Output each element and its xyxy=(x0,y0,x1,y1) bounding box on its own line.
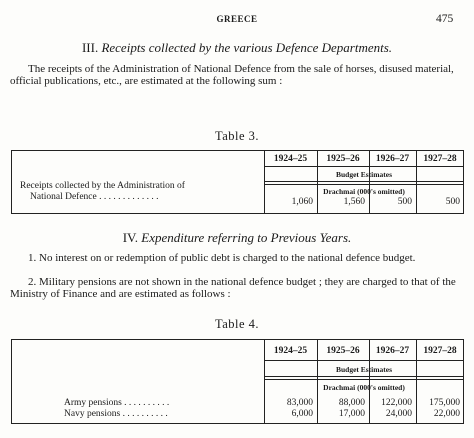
section-3-numeral: III. xyxy=(81,40,99,55)
table-3-subheader: Budget Estimates xyxy=(335,170,393,179)
table-4-navy-1924: 6,000 xyxy=(291,409,313,419)
table-4-row-navy-label: Navy pensions xyxy=(64,409,121,419)
table-3-row-label-line2: National Defence xyxy=(30,192,97,202)
table-3-col-1925: 1925–26 xyxy=(326,154,360,164)
table-4-caption: Table 4. xyxy=(214,317,260,331)
running-header: GREECE xyxy=(216,14,258,24)
table-4-row-army-label: Army pensions xyxy=(64,398,122,408)
table-4-col-1924: 1924–25 xyxy=(273,346,308,356)
table-4 xyxy=(11,339,464,424)
table-3-col-1927: 1927–28 xyxy=(423,154,457,164)
table-4-navy-1925: 17,000 xyxy=(338,409,365,419)
table-3-unit: Drachmai (000's omitted) xyxy=(323,187,405,196)
table-4-army-1927: 175,000 xyxy=(429,398,460,408)
table-4-col-1925: 1925–26 xyxy=(326,346,360,356)
table-4-navy-1926: 24,000 xyxy=(385,409,412,419)
table-4-army-1925: 88,000 xyxy=(338,398,365,408)
section-4-item-1: 1. No interest on or redemption of public debt is charged to the national defence budget. xyxy=(28,252,416,264)
section-4-numeral: IV. xyxy=(122,230,138,245)
table-3 xyxy=(11,150,464,214)
table-3-value-1926: 500 xyxy=(397,197,412,207)
page-number: 475 xyxy=(436,13,454,25)
table-4-subheader: Budget Estimates xyxy=(335,365,393,374)
table-3-value-1924: 1,060 xyxy=(291,197,313,207)
section-3-title: Receipts collected by the various Defence Departments. xyxy=(101,40,393,55)
section-3-paragraph: The receipts of the Administration of National Defence from the sale of horses, disused material, official publications, etc., are estimated at the following sum : xyxy=(10,63,454,87)
table-3-col-1926: 1926–27 xyxy=(375,154,410,164)
table-4-army-1924: 83,000 xyxy=(286,398,313,408)
table-4-army-1926: 122,000 xyxy=(381,398,412,408)
table-3-caption: Table 3. xyxy=(214,129,260,143)
table-3-row-label: Receipts collected by the Administration of National Defence . . . . . . . . . . . . . xyxy=(20,181,260,203)
table-4-col-1926: 1926–27 xyxy=(375,346,410,356)
table-4-navy-1927: 22,000 xyxy=(433,409,460,419)
table-3-value-1927: 500 xyxy=(445,197,460,207)
table-4-row-navy: Navy pensions . . . . . . . . . . xyxy=(64,409,168,419)
table-3-value-1925: 1,560 xyxy=(343,197,365,207)
section-4-title: Expenditure referring to Previous Years. xyxy=(141,230,352,245)
table-4-row-army: Army pensions . . . . . . . . . . xyxy=(64,398,170,408)
section-4-item-2: 2. Military pensions are not shown in the national defence budget ; they are charged to that of the Ministry of Finance and are estimated as follows : xyxy=(10,276,456,300)
table-4-unit: Drachmai (000's omitted) xyxy=(323,383,405,392)
section-3-heading xyxy=(0,40,474,56)
table-3-col-1924: 1924–25 xyxy=(273,154,308,164)
table-4-col-1927: 1927–28 xyxy=(423,346,457,356)
table-3-row-label-line1: Receipts collected by the Administration of xyxy=(20,181,185,191)
section-4-heading xyxy=(0,230,474,246)
